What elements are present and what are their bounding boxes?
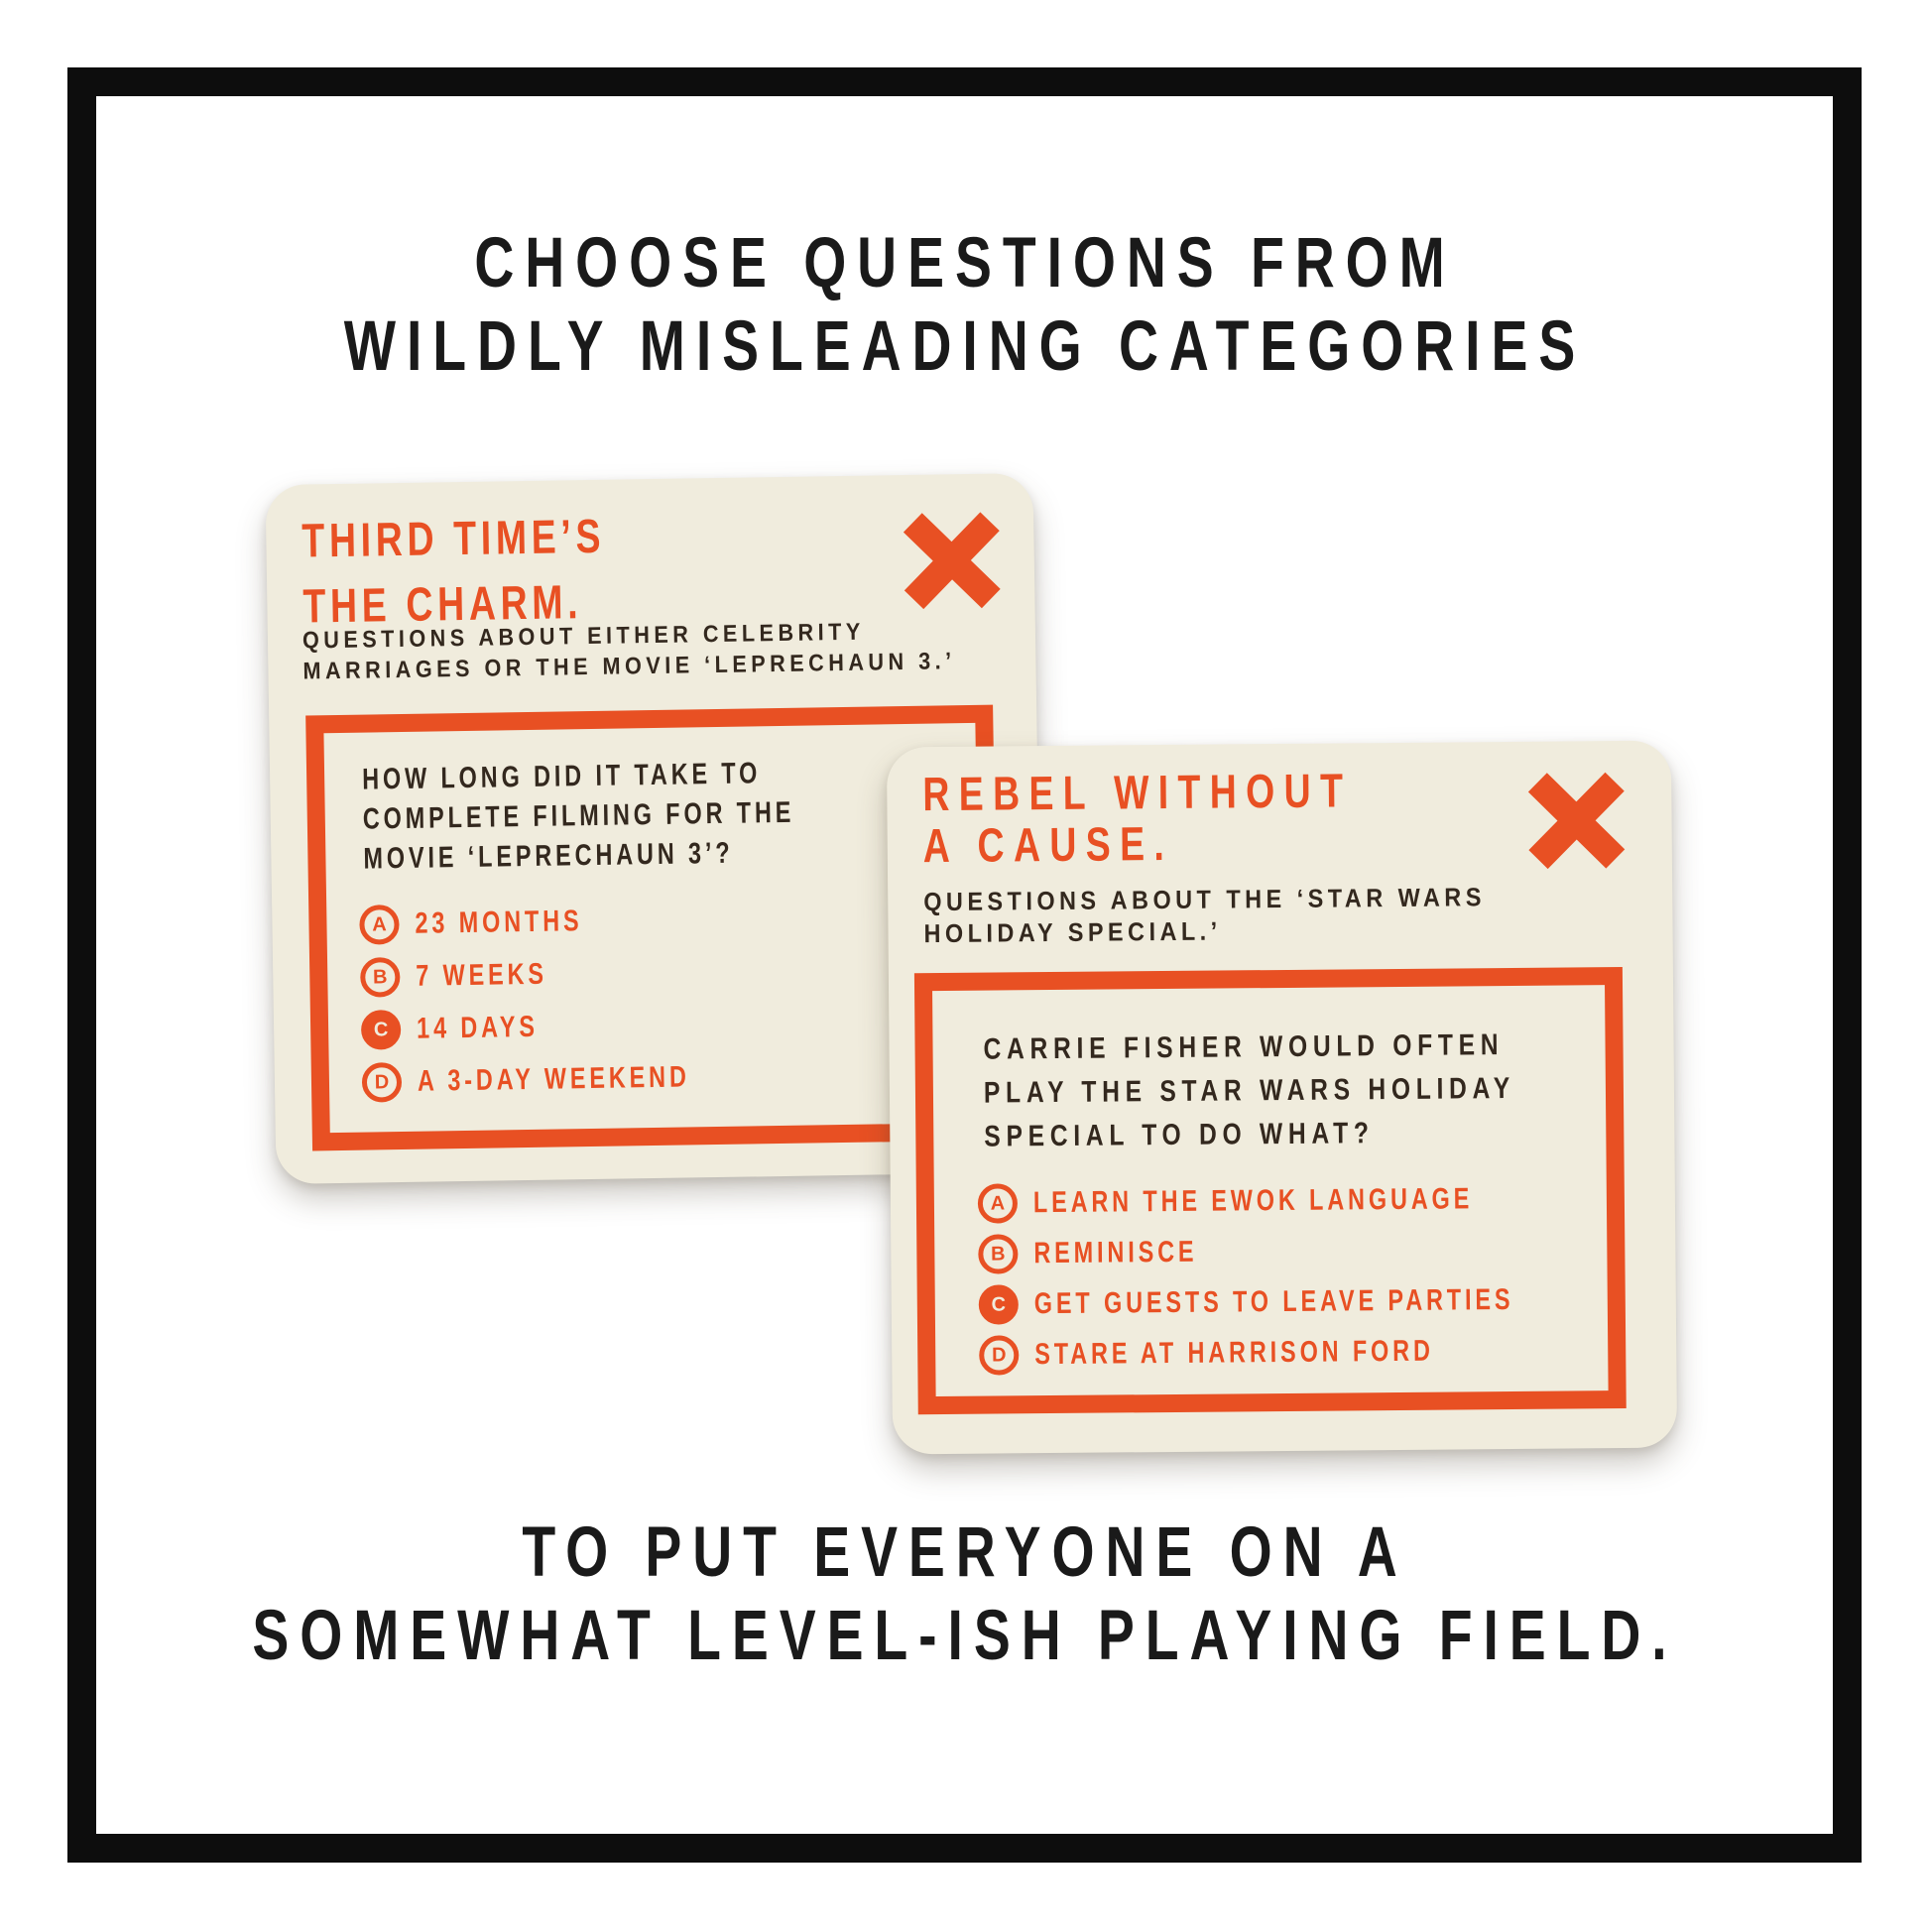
card-title	[922, 766, 1353, 873]
card-subtitle	[923, 881, 1486, 949]
option-letter-badge: C	[361, 1010, 402, 1050]
card-subtitle	[302, 615, 956, 686]
option-letter-badge: D	[362, 1062, 403, 1103]
question-line3: MOVIE ‘LEPRECHAUN 3’?	[363, 836, 734, 876]
bottom-heading	[212, 1511, 1718, 1678]
top-heading	[212, 222, 1718, 389]
option-label: STARE AT HARRISON FORD	[1034, 1334, 1434, 1372]
card-title-line2: THE CHARM.	[302, 576, 583, 634]
question-line3: SPECIAL TO DO WHAT?	[984, 1117, 1375, 1153]
option-label: GET GUESTS TO LEAVE PARTIES	[1033, 1282, 1514, 1321]
option-letter-badge: A	[359, 905, 400, 945]
option-label: A 3-DAY WEEKEND	[417, 1060, 690, 1098]
card-subtitle-line2: MARRIAGES OR THE MOVIE ‘LEPRECHAUN 3.’	[302, 648, 956, 685]
x-icon	[1534, 779, 1619, 863]
category-card-rebel-without-a-cause	[887, 741, 1677, 1455]
option-letter-badge: A	[978, 1183, 1018, 1223]
option-letter-badge: B	[360, 957, 401, 998]
option-row-a	[978, 1178, 1648, 1224]
option-label: 14 DAYS	[416, 1010, 540, 1045]
option-label: 7 WEEKS	[416, 957, 548, 993]
option-letter-badge: C	[979, 1284, 1019, 1324]
card-title-line1: THIRD TIME’S	[301, 510, 606, 568]
option-row-b	[360, 951, 766, 997]
question-text	[983, 1024, 1515, 1159]
x-icon	[909, 519, 994, 603]
option-row-d	[362, 1056, 768, 1102]
top-heading-line2: WILDLY MISLEADING CATEGORIES	[343, 307, 1587, 386]
option-letter-badge: D	[979, 1335, 1019, 1375]
question-line1: CARRIE FISHER WOULD OFTEN	[983, 1028, 1505, 1066]
question-text	[362, 754, 795, 880]
option-row-d	[979, 1330, 1649, 1376]
card-title	[302, 505, 607, 641]
option-label: REMINISCE	[1033, 1235, 1198, 1270]
card-title-line1: REBEL WITHOUT	[922, 765, 1353, 822]
question-line2: COMPLETE FILMING FOR THE	[362, 795, 795, 836]
question-line2: PLAY THE STAR WARS HOLIDAY	[983, 1071, 1516, 1110]
option-label: LEARN THE EWOK LANGUAGE	[1032, 1182, 1474, 1220]
bottom-heading-line2: SOMEWHAT LEVEL-ISH PLAYING FIELD.	[252, 1597, 1678, 1675]
question-line1: HOW LONG DID IT TAKE TO	[361, 757, 762, 796]
card-subtitle-line1: QUESTIONS ABOUT EITHER CELEBRITY	[302, 618, 865, 655]
option-row-b	[978, 1229, 1648, 1274]
bottom-heading-line1: TO PUT EVERYONE ON A	[522, 1513, 1408, 1592]
option-letter-badge: B	[978, 1234, 1018, 1273]
option-label: 23 MONTHS	[415, 905, 583, 940]
options-list	[978, 1178, 1650, 1376]
option-row-a	[359, 899, 765, 944]
options-list	[359, 899, 767, 1102]
top-heading-line1: CHOOSE QUESTIONS FROM	[474, 224, 1456, 302]
card-subtitle-line2: HOLIDAY SPECIAL.’	[923, 915, 1222, 949]
option-row-c-selected	[361, 1004, 767, 1049]
option-row-c-selected	[979, 1279, 1649, 1325]
card-subtitle-line1: QUESTIONS ABOUT THE ‘STAR WARS	[923, 882, 1486, 917]
card-title-line2: A CAUSE.	[922, 817, 1174, 874]
